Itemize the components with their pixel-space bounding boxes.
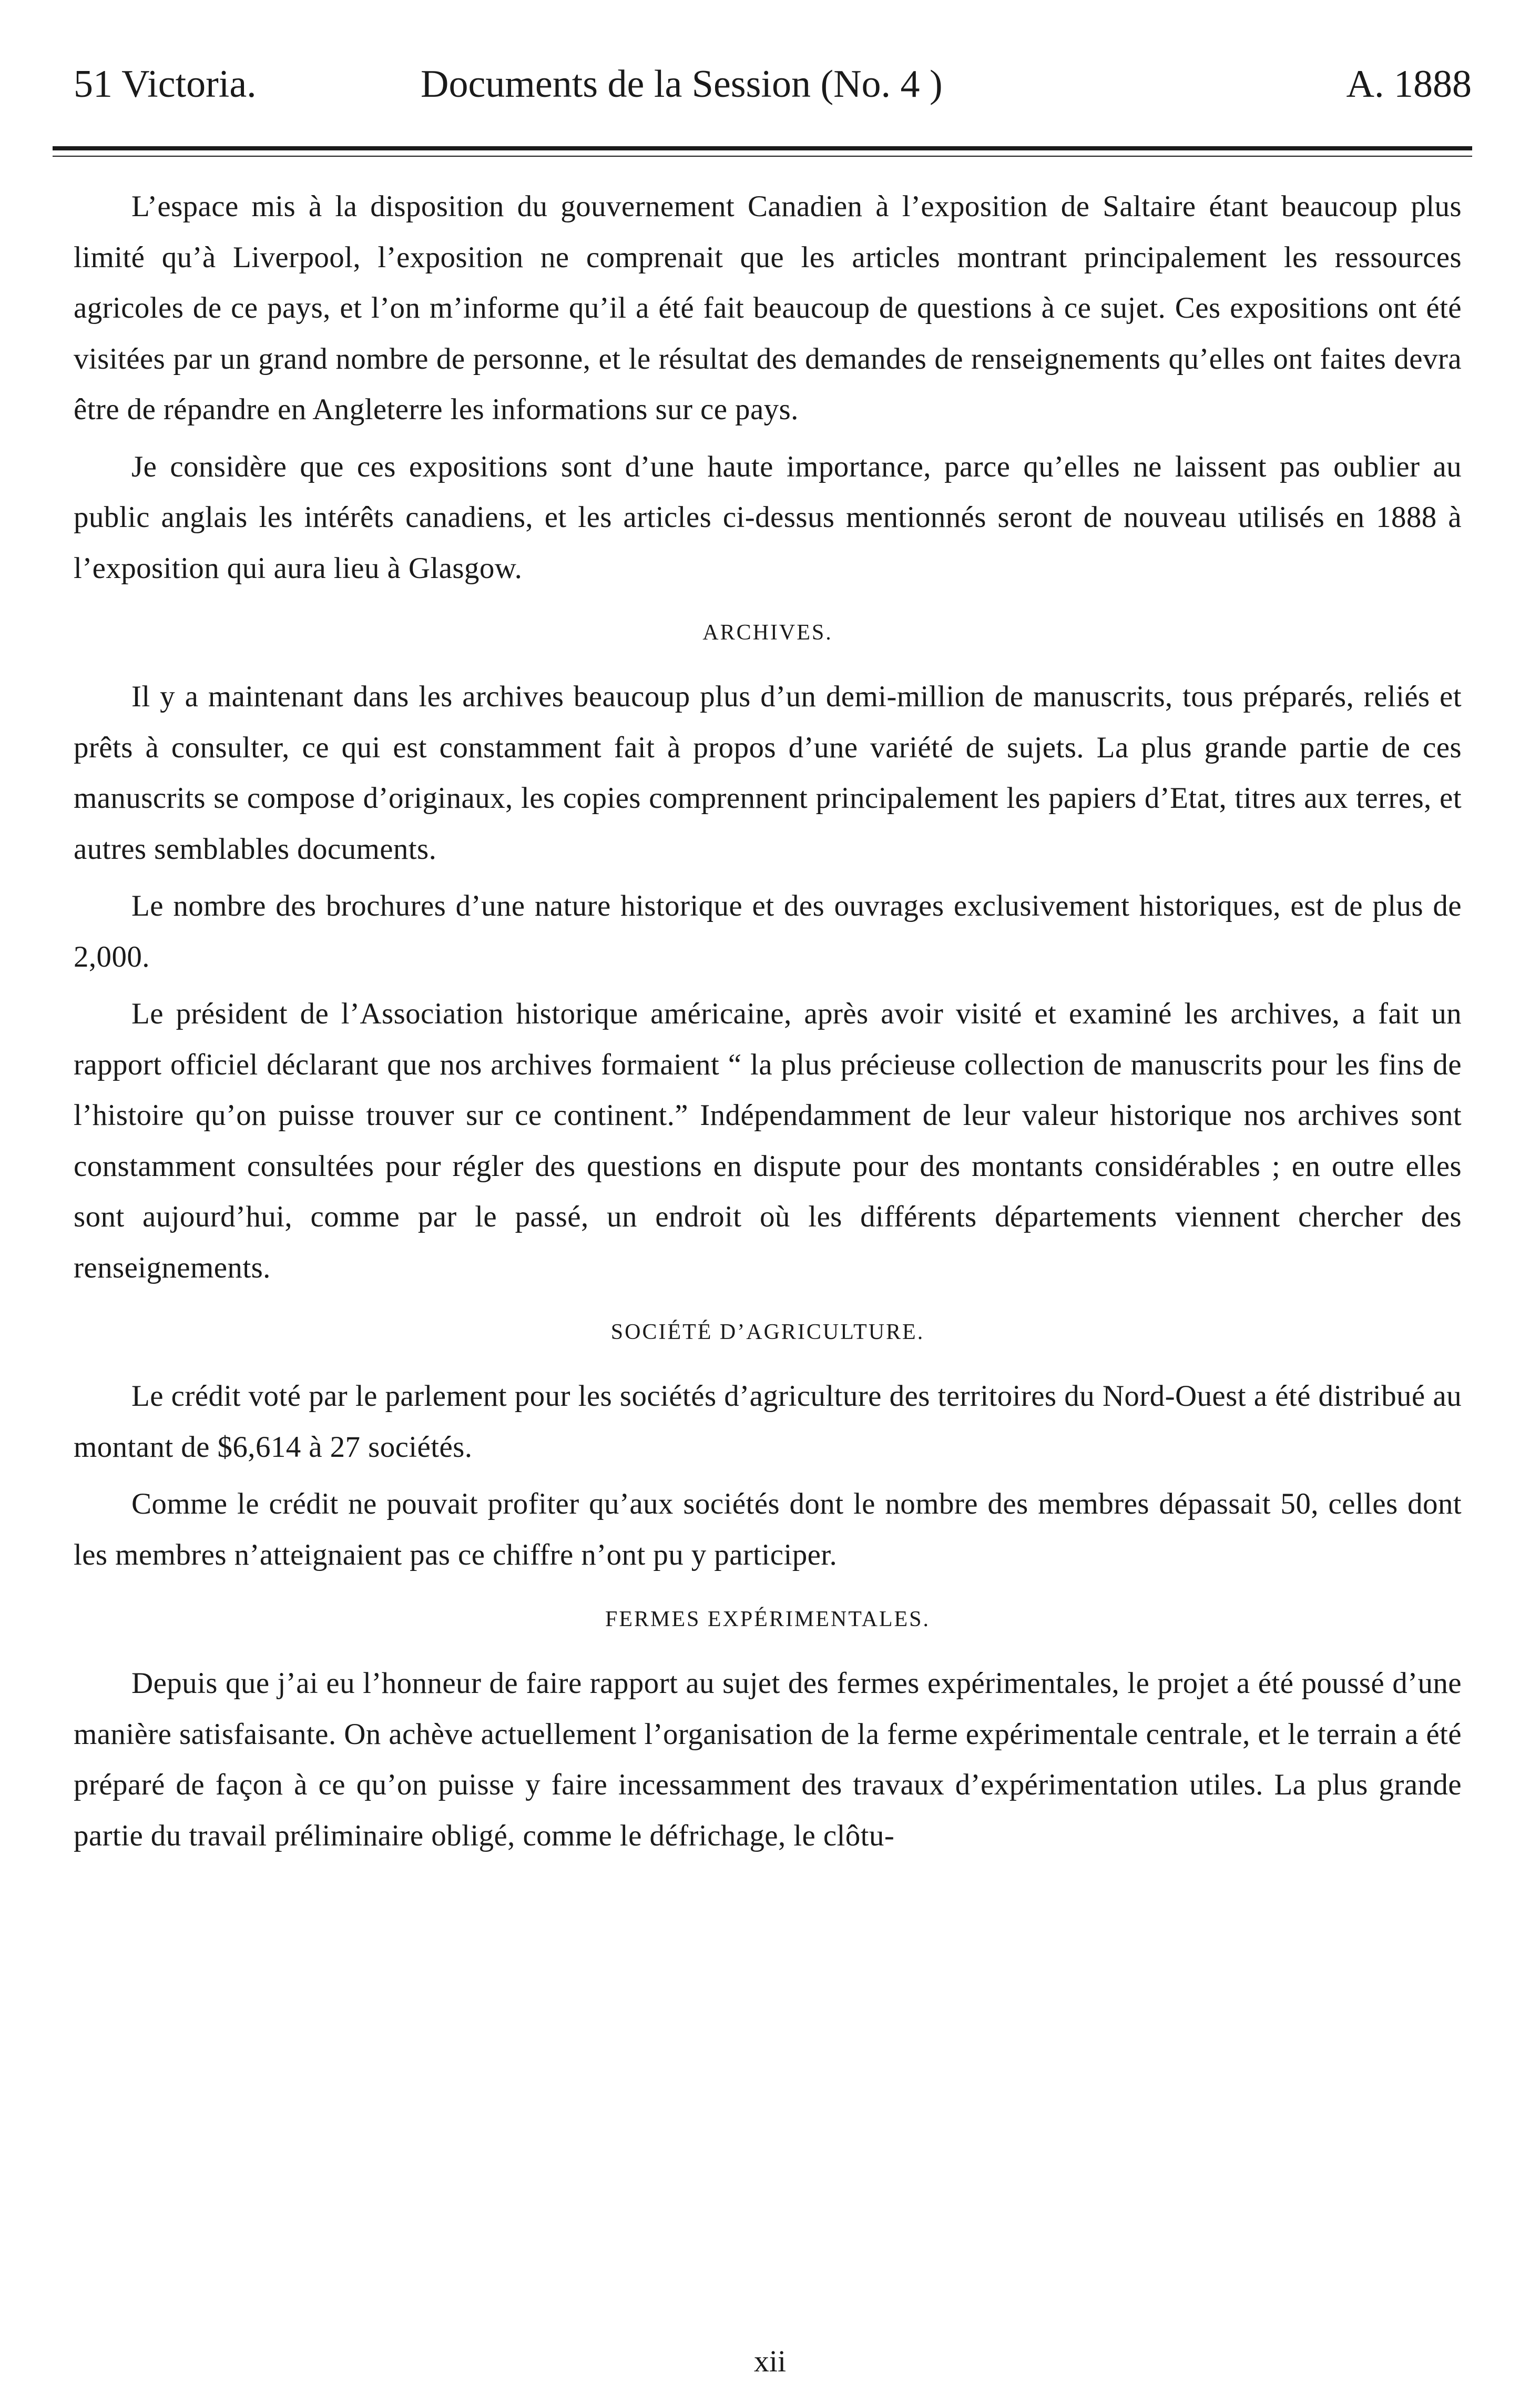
- section-heading-experimental-farms: FERMES EXPÉRIMENTALES.: [605, 1607, 930, 1631]
- running-head-regnal-year: 51 Victoria.: [74, 63, 257, 106]
- running-head-year: A. 1888: [1346, 63, 1472, 106]
- running-head-title: Documents de la Session (No. 4 ): [421, 63, 943, 106]
- paragraph-archives-manuscripts: Il y a maintenant dans les archives beaucoup plus d’un demi-million de manuscrits, tous préparés, reliés et prêts à consulter, ce qui est constamment fait à propos d’une variété de sujets. La plus grande partie de ces manuscrits se compose d’originaux, les copies comprennent principalement les papiers d’Etat, titres aux terres, et autres semblables documents.: [74, 680, 1462, 866]
- paragraph-exhibition-importance: Je considère que ces expositions sont d’une haute importance, parce qu’elles ne laissent pas oublier au public anglais les intérêts canadiens, et les articles ci-dessus mentionnés seront de nouveau utilisés en 1888 à l’exposition qui aura lieu à Glasgow.: [74, 450, 1462, 585]
- running-head: [74, 58, 1472, 110]
- paragraph-saltaire-exhibition: L’espace mis à la disposition du gouvernement Canadien à l’exposition de Saltaire étant beaucoup plus limité qu’à Liverpool, l’exposition ne comprenait que les articles montrant principalement les ressources agricoles de ce pays, et l’on m’informe qu’il a été fait beaucoup de questions à ce sujet. Ces expositions ont été visitées par un grand nombre de personne, et le résultat des demandes de renseignements qu’elles ont faites devra être de répandre en Angleterre les informations sur ce pays.: [74, 190, 1462, 426]
- page-folio: xii: [753, 2344, 787, 2378]
- section-heading-agriculture: SOCIÉTÉ D’AGRICULTURE.: [610, 1320, 925, 1344]
- paragraph-agriculture-members: Comme le crédit ne pouvait profiter qu’aux sociétés dont le nombre des membres dépassait 50, celles dont les membres n’atteignaient pas ce chiffre n’ont pu y participer.: [74, 1487, 1462, 1571]
- paragraph-archives-brochures: Le nombre des brochures d’une nature historique et des ouvrages exclusivement historiques, est de plus de 2,000.: [74, 889, 1462, 973]
- paragraph-experimental-farms: Depuis que j’ai eu l’honneur de faire rapport au sujet des fermes expérimentales, le projet a été poussé d’une manière satisfaisante. On achève actuellement l’organisation de la ferme expérimentale centrale, et le terrain a été préparé de façon à ce qu’on puisse y faire incessamment des travaux d’expérimentation utiles. La plus grande partie du travail préliminaire obligé, comme le défrichage, le clôtu-: [74, 1667, 1462, 1852]
- header-rule-thick: [53, 146, 1472, 150]
- header-rule-thin: [53, 156, 1472, 157]
- paragraph-archives-report: Le président de l’Association historique américaine, après avoir visité et examiné les archives, a fait un rapport officiel déclarant que nos archives formaient “ la plus précieuse collection de manuscrits pour les fins de l’histoire qu’on puisse trouver sur ce continent.” Indépendamment de leur valeur historique nos archives sont constamment consultées pour régler des questions en dispute pour des montants considérables ; en outre elles sont aujourd’hui, comme par le passé, un endroit où les différents départements viennent chercher des renseignements.: [74, 997, 1462, 1284]
- section-heading-archives: ARCHIVES.: [702, 621, 833, 645]
- body-text: [74, 181, 1462, 1861]
- paragraph-agriculture-credit: Le crédit voté par le parlement pour les sociétés d’agriculture des territoires du Nord-Ouest a été distribué au montant de $6,614 à 27 sociétés.: [74, 1379, 1462, 1464]
